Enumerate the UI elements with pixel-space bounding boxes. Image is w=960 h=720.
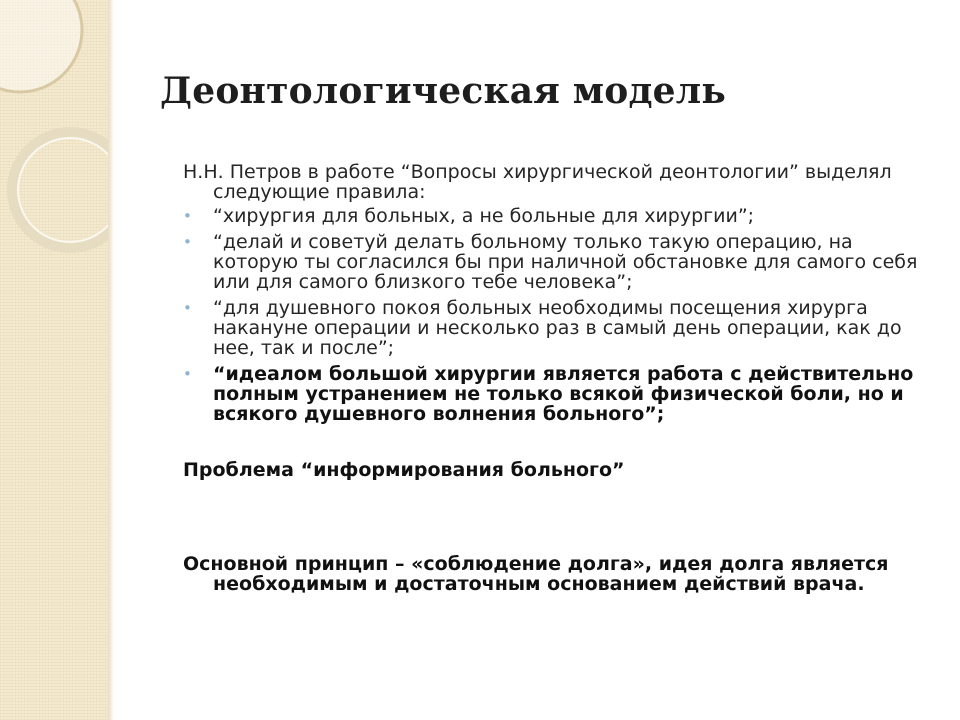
intro-paragraph: Н.Н. Петров в работе “Вопросы хирургической деонтологии” выделял следующие правила: [183, 161, 892, 203]
decorative-circle-top [0, 0, 82, 92]
decorative-ring-inner [18, 138, 108, 242]
decorative-circles [0, 0, 108, 720]
rule-item [183, 298, 923, 358]
slide-content [183, 162, 923, 613]
principle-statement: Основной принцип – «соблюдение долга», идея долга является необходимым и достаточным основанием действий врача. [183, 553, 889, 595]
rules-list [183, 206, 923, 424]
problem-statement: Проблема “информирования больного” [183, 459, 625, 481]
sidebar-edge [108, 0, 114, 720]
rule-item [183, 206, 923, 226]
decorative-ring [12, 132, 108, 248]
rule-text: “хирургия для больных, а не больные для хирургии”; [213, 205, 755, 227]
decorative-sidebar [0, 0, 108, 720]
rule-text: “делай и советуй делать больному только такую операцию, на которую ты согласился бы при наличной обстановке для самого себя или для самого близкого тебе человека”; [213, 231, 918, 293]
rule-text: “для душевного покоя больных необходимы посещения хирурга накануне операции и несколько раз в самый день операции, как до нее, так и после”; [213, 297, 902, 359]
bullet-icon: • [183, 233, 192, 251]
bullet-icon: • [183, 299, 192, 317]
rule-text: “идеалом большой хирургии является работа с действительно полным устранением не только всякой физической боли, но и всякого душевного волнения больного”; [213, 363, 914, 425]
bullet-icon: • [183, 207, 192, 225]
bullet-icon: • [183, 365, 192, 383]
rule-item [183, 364, 923, 424]
slide-title: Деонтологическая модель [160, 70, 726, 112]
rule-item [183, 232, 923, 292]
